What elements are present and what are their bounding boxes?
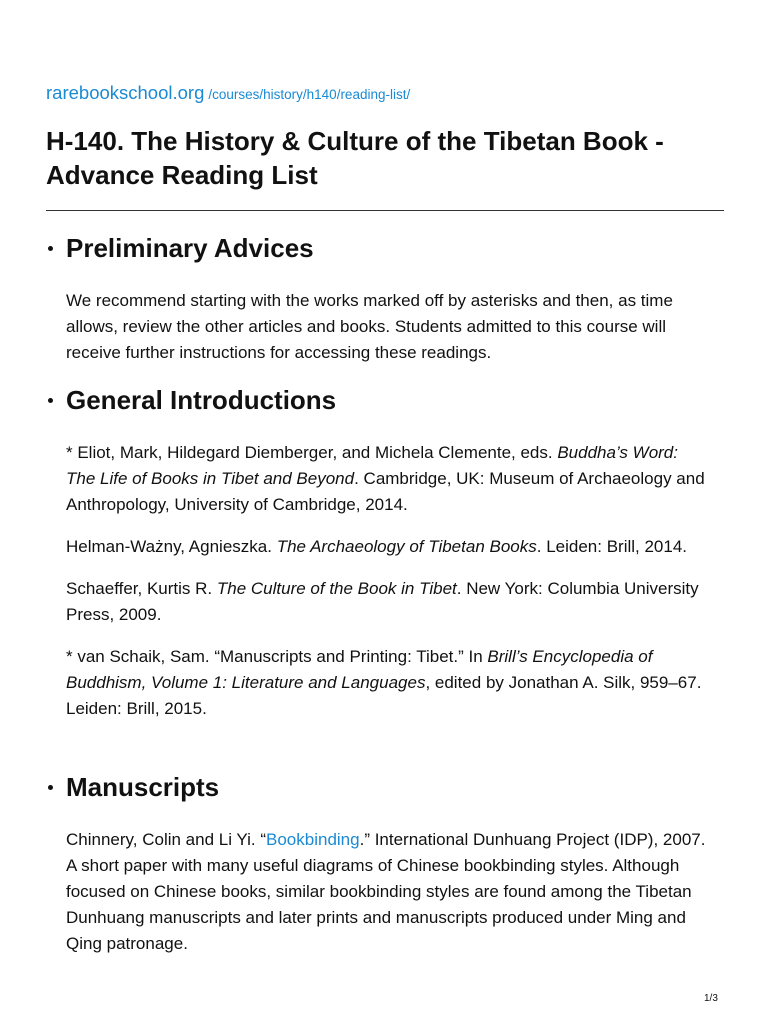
reference-authors: * Eliot, Mark, Hildegard Diemberger, and Michela Clemente, eds. (66, 443, 558, 462)
reference-authors: * van Schaik, Sam. “Manuscripts and Printing: Tibet.” In (66, 647, 488, 666)
section-manuscripts (66, 771, 706, 973)
page-number: 1/3 (704, 993, 718, 1004)
reference-publication: . Leiden: Brill, 2014. (536, 537, 688, 556)
page-title: H-140. The History & Culture of the Tibetan Book - Advance Reading List (46, 126, 664, 190)
section-paragraph: We recommend starting with the works marked off by asterisks and then, as time allows, review the other articles and books. Students admitted to this course will receive further instructions for accessing these readings. (66, 291, 673, 362)
reference-title: Brill’s Encyclopedia of Buddhism, Volume 1: Literature and Languages (66, 647, 653, 692)
reference-entry (66, 440, 706, 518)
section-heading (66, 384, 706, 416)
title-divider (46, 210, 724, 211)
bookbinding-link[interactable]: Bookbinding (266, 830, 360, 849)
reference-publication: . New York: Columbia University Press, 2009. (66, 579, 699, 624)
reference-title: The Culture of the Book in Tibet (216, 579, 457, 598)
source-url (46, 82, 410, 104)
reference-entry (66, 576, 706, 628)
section-heading-text: Manuscripts (66, 772, 220, 802)
reference-description: .” International Dunhuang Project (IDP), 2007. A short paper with many useful diagrams of Chinese bookbinding styles. Although focused on Chinese books, similar bookbinding styles are found among the Tibetan Dunhuang manuscripts and later prints and manuscripts produced under Ming and Qing patronage. (66, 830, 706, 953)
section-general-introductions (66, 384, 706, 738)
section-preliminary-advices (66, 232, 706, 382)
reference-authors: Chinnery, Colin and Li Yi. “ (66, 830, 267, 849)
section-heading-text: General Introductions (66, 385, 337, 415)
reference-entry (66, 827, 706, 957)
bullet-icon (48, 785, 53, 790)
reference-title: Buddha’s Word: The Life of Books in Tibet and Beyond (66, 443, 678, 488)
reference-title: The Archaeology of Tibetan Books (276, 537, 537, 556)
reference-authors: Helman-Ważny, Agnieszka. (66, 537, 277, 556)
site-domain-link[interactable]: rarebookschool.org (46, 82, 205, 103)
bullet-icon (48, 398, 53, 403)
section-heading (66, 771, 706, 803)
bullet-icon (48, 246, 53, 251)
section-heading (66, 232, 706, 264)
section-heading-text: Preliminary Advices (66, 233, 314, 263)
reference-entry (66, 534, 706, 560)
reference-authors: Schaeffer, Kurtis R. (66, 579, 217, 598)
reference-publication: . Cambridge, UK: Museum of Archaeology and Anthropology, University of Cambridge, 2014. (66, 469, 705, 514)
reference-entry (66, 644, 706, 722)
reference-publication: , edited by Jonathan A. Silk, 959–67. Leiden: Brill, 2015. (66, 673, 702, 718)
url-path-link[interactable]: /courses/history/h140/reading-list/ (208, 87, 411, 102)
